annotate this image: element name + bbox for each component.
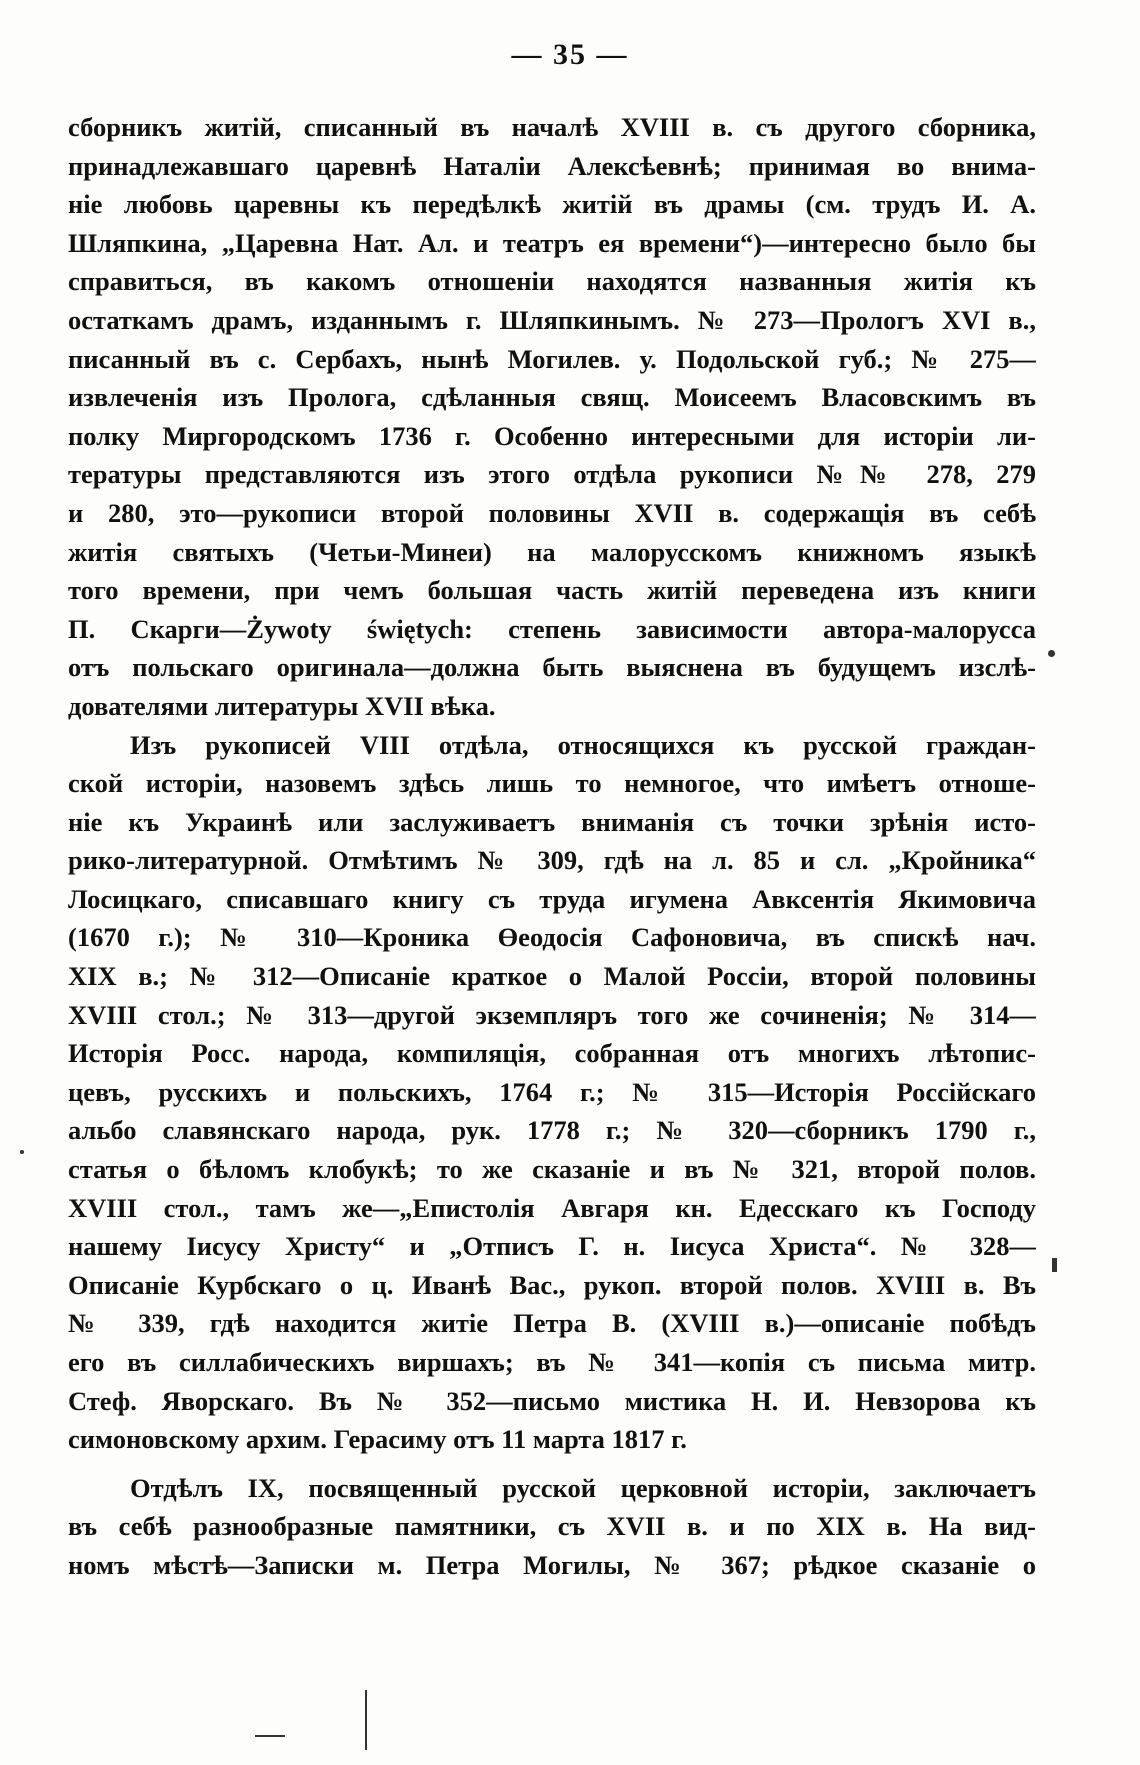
text-line: (1670 г.); № 310—Кроника Өеодосія Сафоновича, въ спискѣ нач. [68,922,1036,953]
text-line: Описаніе Курбскаго о ц. Иванѣ Вас., рукоп. второй полов. XVIII в. Въ [68,1269,1036,1300]
paragraph-1 [68,108,1036,726]
scan-speck [255,1735,285,1737]
text-line: П. Скарги—Żywoty świętych: степень зависимости автора-малорусса [68,613,1036,644]
text-line: принадлежавшаго царевнѣ Наталіи Алексѣевнѣ; принимая во внима- [68,150,1036,181]
text-line: нашему Іисусу Христу“ и „Отписъ Г. н. Іисуса Христа“. № 328— [68,1231,1036,1262]
text-line: Исторія Росс. народа, компиляція, собранная отъ многихъ лѣтопис- [68,1038,1036,1069]
paragraph-3 [68,1469,1036,1585]
text-line: XIX в.; № 312—Описаніе краткое о Малой Россіи, второй половины [68,961,1036,992]
paragraph-2 [68,726,1036,1459]
text-line: ской исторіи, назовемъ здѣсь лишь то немногое, что имѣетъ отноше- [68,768,1036,799]
scan-speck [1048,650,1055,657]
body-text [68,108,1036,1585]
scan-speck [20,1150,24,1154]
text-line: въ себѣ разнообразные памятники, съ XVII в. и по XIX в. На вид- [68,1511,1036,1542]
text-line: полку Миргородскомъ 1736 г. Особенно интересными для исторіи ли- [68,420,1036,451]
text-line: справиться, въ какомъ отношеніи находятся названныя житія къ [68,266,1036,297]
text-line: № 339, гдѣ находится житіе Петра В. (XVIII в.)—описаніе побѣдъ [68,1308,1036,1339]
text-line: сборникъ житій, списанный въ началѣ XVIII в. съ другого сборника, [68,112,1036,142]
text-line: дователями литературы XVII вѣка. [68,690,496,721]
text-line: номъ мѣстѣ—Записки м. Петра Могилы, № 367; рѣдкое сказаніе о [68,1549,1036,1580]
text-line: Стеф. Яворскаго. Въ № 352—письмо мистика Н. И. Невзорова къ [68,1385,1036,1416]
text-line: отъ польскаго оригинала—должна быть выяснена въ будущемъ изслѣ- [68,652,1036,683]
text-line: симоновскому архим. Герасиму отъ 11 марта 1817 г. [68,1424,687,1455]
text-line: рико-литературной. Отмѣтимъ № 309, гдѣ на л. 85 и сл. „Кройника“ [68,845,1036,876]
text-line: XVIII стол.; № 313—другой экземпляръ того же сочиненія; № 314— [68,999,1036,1030]
page-number: — 35 — [511,38,629,71]
text-line: тературы представляются изъ этого отдѣла рукописи №№ 278, 279 [68,459,1036,490]
text-line: извлеченія изъ Пролога, сдѣланныя свящ. Моисеемъ Власовскимъ въ [68,382,1036,413]
text-line: Изъ рукописей VIII отдѣла, относящихся къ русской граждан- [130,729,1036,760]
text-line: ніе къ Украинѣ или заслуживаетъ вниманія съ точки зрѣнія исто- [68,806,1036,837]
text-line: альбо славянскаго народа, рук. 1778 г.; № 320—сборникъ 1790 г., [68,1115,1036,1146]
text-line: Лосицкаго, списавшаго книгу съ труда игумена Авксентія Якимовича [68,883,1036,914]
scan-speck [1052,1258,1057,1272]
text-line: его въ силлабическихъ виршахъ; въ № 341—копія съ письма митр. [68,1347,1036,1377]
text-line: XVIII стол., тамъ же—„Епистолія Авгаря кн. Едесскаго къ Господу [68,1192,1036,1223]
text-line: ніе любовь царевны къ передѣлкѣ житій въ драмы (см. трудъ И. А. [68,189,1036,220]
scan-speck [365,1690,367,1750]
text-line: писанный въ с. Сербахъ, нынѣ Могилев. у. Подольской губ.; № 275— [68,343,1036,374]
text-line: статья о бѣломъ клобукѣ; то же сказаніе и въ № 321, второй полов. [68,1154,1036,1185]
text-line: Шляпкина, „Царевна Нат. Ал. и театръ ея времени“)—интересно было бы [68,227,1036,258]
text-line: остаткамъ драмъ, изданнымъ г. Шляпкинымъ. № 273—Прологъ XVI в., [68,304,1036,335]
text-line: Отдѣлъ IX, посвященный русской церковной исторіи, заключаетъ [130,1472,1036,1503]
paragraph-gap [68,1459,1036,1469]
text-line: того времени, при чемъ большая часть житій переведена изъ книги [68,575,1036,606]
text-line: житія святыхъ (Четьи-Минеи) на малорусскомъ книжномъ языкѣ [68,536,1036,567]
text-line: и 280, это—рукописи второй половины XVII в. содержащія въ себѣ [68,497,1036,528]
text-line: цевъ, русскихъ и польскихъ, 1764 г.; № 315—Исторія Россійскаго [68,1076,1036,1107]
